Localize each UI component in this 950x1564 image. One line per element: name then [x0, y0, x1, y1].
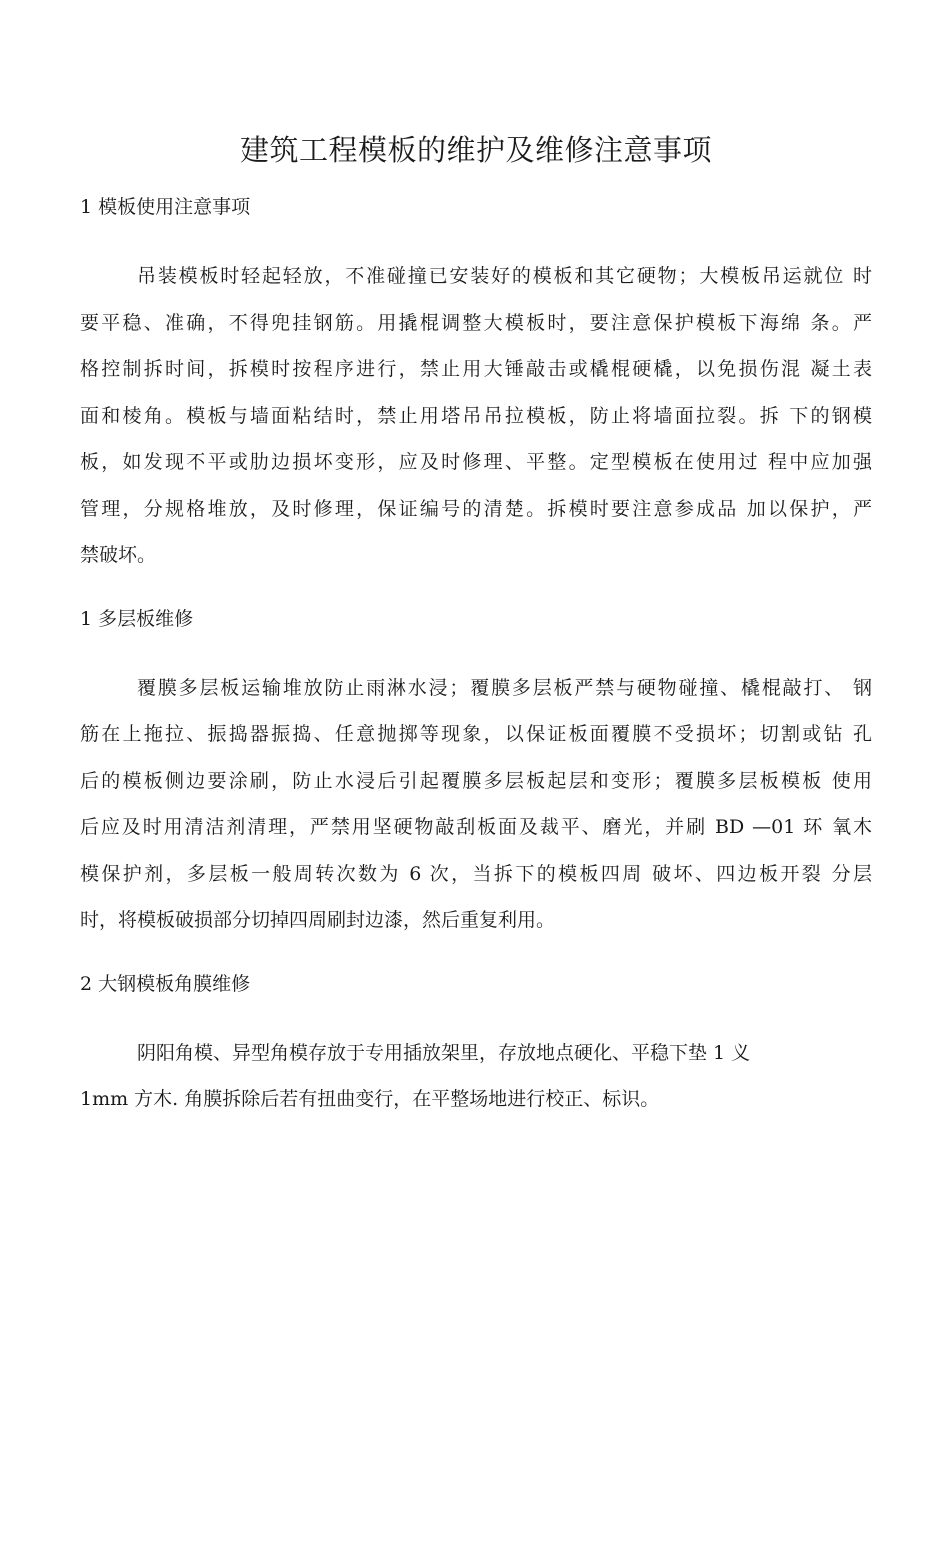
paragraph-line: 阴阳角模、异型角模存放于专用插放架里，存放地点硬化、平稳下垫 1 义	[137, 1041, 751, 1064]
paragraph-line: 筋在上拖拉、振捣器振捣、任意抛掷等现象，以保证板面覆膜不受损坏；切割或钻 孔	[80, 723, 872, 745]
paragraph-line: 1mm 方木. 角膜拆除后若有扭曲变行，在平整场地进行校正、标识。	[80, 1088, 660, 1110]
paragraph-line: 管理，分规格堆放，及时修理，保证编号的清楚。拆模时要注意参成品 加以保护，严	[80, 497, 872, 520]
document-title: 建筑工程模板的维护及维修注意事项	[239, 133, 712, 167]
paragraph-line: 后应及时用清洁剂清理，严禁用坚硬物敲刮板面及裁平、磨光，并刷 BD —01 环 氧木	[80, 816, 872, 838]
paragraph-line: 板，如发现不平或肋边损坏变形，应及时修理、平整。定型模板在使用过 程中应加强	[80, 451, 872, 473]
paragraph-line: 模保护剂，多层板一般周转次数为 6 次，当拆下的模板四周 破坏、四边板开裂 分层	[80, 862, 872, 885]
section-heading-usage: 1 模板使用注意事项	[80, 196, 251, 218]
paragraph-line: 吊装模板时轻起轻放，不准碰撞已安装好的模板和其它硬物；大模板吊运就位 时	[137, 265, 872, 287]
section-paragraph-steel-corner-repair	[80, 1030, 872, 1123]
paragraph-line: 禁破坏。	[80, 544, 157, 566]
section-heading-plywood-repair: 1 多层板维修	[80, 607, 194, 630]
paragraph-line: 覆膜多层板运输堆放防止雨淋水浸；覆膜多层板严禁与硬物碰撞、橇棍敲打、 钢	[137, 676, 872, 699]
paragraph-line: 面和棱角。模板与墙面粘结时，禁止用塔吊吊拉模板，防止将墙面拉裂。拆 下的钢模	[80, 404, 872, 427]
paragraph-line: 要平稳、准确，不得兜挂钢筋。用撬棍调整大模板时，要注意保护模板下海绵 条。严	[80, 311, 872, 334]
paragraph-line: 后的模板侧边要涂刷，防止水浸后引起覆膜多层板起层和变形；覆膜多层板模板 使用	[80, 769, 872, 792]
section-heading-steel-corner-repair: 2 大钢模板角膜维修	[80, 972, 251, 995]
paragraph-line: 格控制拆时间，拆模时按程序进行，禁止用大锤敲击或橇棍硬橇，以免损伤混 凝土表	[80, 358, 872, 380]
paragraph-line: 时，将模板破损部分切掉四周刷封边漆，然后重复利用。	[80, 909, 556, 931]
section-paragraph-plywood-repair	[80, 665, 872, 944]
section-paragraph-usage	[80, 253, 872, 579]
